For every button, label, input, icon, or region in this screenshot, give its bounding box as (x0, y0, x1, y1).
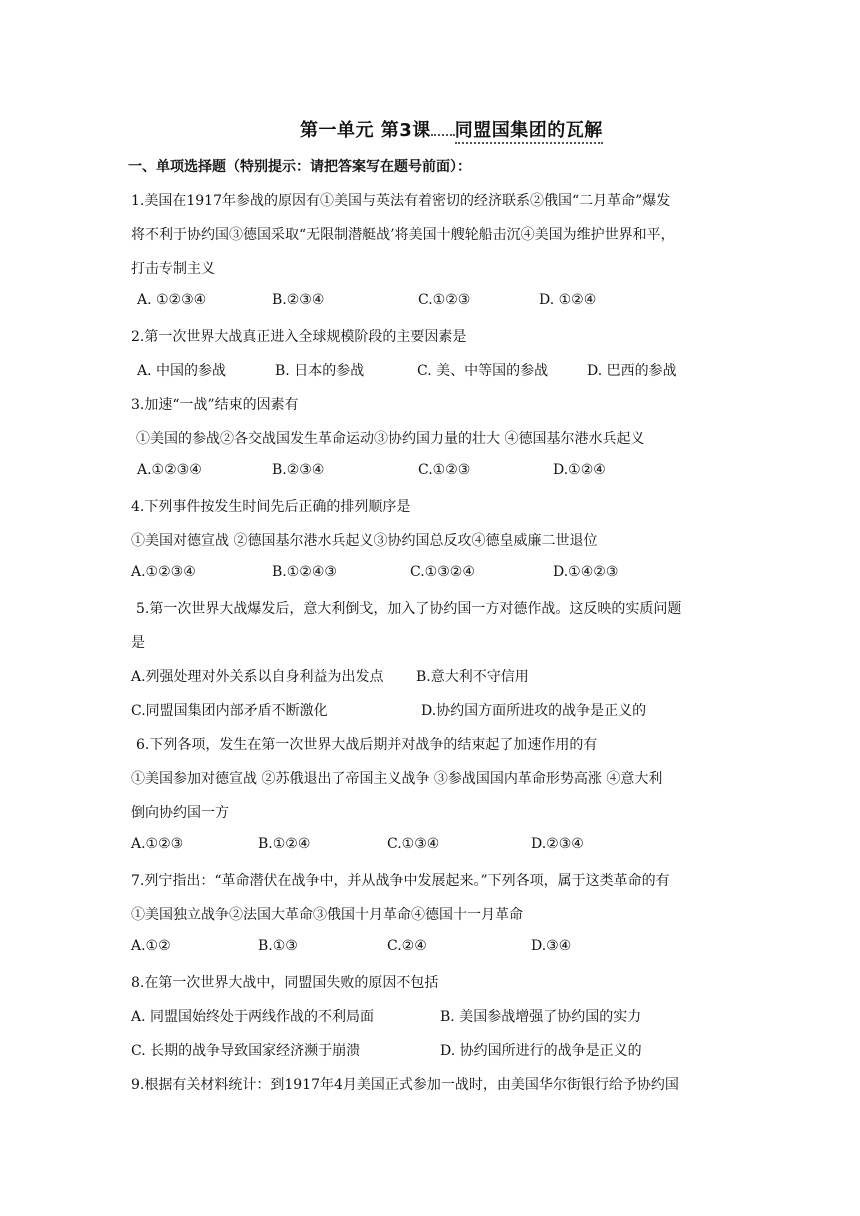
question-7-option-c: C.②④ (387, 938, 427, 954)
question-7-option-b: B.①③ (258, 938, 298, 954)
question-3-stem: 3.加速“一战”结束的因素有 (131, 397, 299, 413)
question-5-option-c: C.同盟国集团内部矛盾不断激化 (131, 703, 328, 719)
question-1-line-2: 将不利于协约国③德国采取“无限制潜艇战’将美国十艘轮船击沉④美国为维护世界和平， (131, 227, 675, 243)
question-8-option-a: A. 同盟国始终处于两线作战的不利局面 (131, 1009, 375, 1025)
question-6-items-line-2: 倒向协约国一方 (131, 805, 229, 821)
section-heading: 一、单项选择题（特别提示：请把答案写在题号前面）： (128, 159, 471, 175)
question-3-items: ①美国的参战②各交战国发生革命运动③协约国力量的壮大 ④德国基尔港水兵起义 (136, 431, 645, 447)
question-1-option-c: C.①②③ (418, 292, 471, 308)
question-3-option-d: D.①②④ (553, 462, 606, 478)
title-unit-lesson: 第一单元 第3课 (300, 120, 431, 141)
question-1-option-a: A. ①②③④ (137, 292, 207, 308)
question-2-option-b: B. 日本的参战 (275, 363, 365, 379)
question-7-option-a: A.①② (131, 938, 171, 954)
question-6-option-d: D.②③④ (531, 836, 584, 852)
question-1-option-b: B.②③④ (272, 292, 325, 308)
question-1-line-1: 1.美国在1917年参战的原因有①美国与英法有着密切的经济联系②俄国“二月革命”爆发 (131, 193, 671, 209)
question-3-option-a: A.①②③④ (137, 462, 202, 478)
question-6-option-a: A.①②③ (131, 836, 184, 852)
question-4-option-b: B.①②④③ (272, 564, 337, 580)
question-3-option-b: B.②③④ (272, 462, 325, 478)
question-8-option-d: D. 协约国所进行的战争是正义的 (440, 1043, 642, 1059)
question-5-line-2: 是 (131, 635, 145, 651)
title-dotted-gap (431, 134, 455, 136)
question-2-stem: 2.第一次世界大战真正进入全球规模阶段的主要因素是 (131, 329, 467, 345)
question-7-stem: 7.列宁指出：“革命潜伏在战争中，并从战争中发展起来。”下列各项，属于这类革命的有 (131, 873, 670, 889)
question-5-line-1: 5.第一次世界大战爆发后，意大利倒戈，加入了协约国一方对德作战。这反映的实质问题 (136, 601, 682, 617)
question-4-option-a: A.①②③④ (131, 564, 196, 580)
question-6-option-b: B.①②④ (258, 836, 311, 852)
question-6-items-line-1: ①美国参加对德宣战 ②苏俄退出了帝国主义战争 ③参战国国内革命形势高涨 ④意大利 (131, 771, 663, 787)
question-1-line-3: 打击专制主义 (131, 261, 215, 277)
question-7-items: ①美国独立战争②法国大革命③俄国十月革命④德国十一月革命 (131, 907, 523, 923)
question-4-option-d: D.①④②③ (553, 564, 619, 580)
question-5-option-d: D.协约国方面所进攻的战争是正义的 (421, 703, 647, 719)
question-8-stem: 8.在第一次世界大战中，同盟国失败的原因不包括 (131, 975, 439, 991)
question-4-option-c: C.①③②④ (410, 564, 475, 580)
question-2-option-a: A. 中国的参战 (137, 363, 227, 379)
question-6-stem: 6.下列各项，发生在第一次世界大战后期并对战争的结束起了加速作用的有 (136, 737, 598, 753)
question-2-option-c: C. 美、中等国的参战 (417, 363, 549, 379)
question-6-option-c: C.①③④ (387, 836, 440, 852)
question-8-option-b: B. 美国参战增强了协约国的实力 (440, 1009, 642, 1025)
question-7-option-d: D.③④ (531, 938, 572, 954)
question-5-option-a: A.列强处理对外关系以自身利益为出发点 (131, 669, 384, 685)
question-4-stem: 4.下列事件按发生时间先后正确的排列顺序是 (131, 499, 411, 515)
question-5-option-b: B.意大利不守信用 (416, 669, 529, 685)
question-8-option-c: C. 长期的战争导致国家经济濒于崩溃 (131, 1043, 361, 1059)
page-title (300, 116, 603, 142)
question-4-items: ①美国对德宣战 ②德国基尔港水兵起义③协约国总反攻④德皇威廉二世退位 (131, 533, 598, 549)
question-9-stem: 9.根据有关材料统计：到1917年4月美国正式参加一战时，由美国华尔街银行给予协约国 (131, 1077, 679, 1093)
question-3-option-c: C.①②③ (418, 462, 471, 478)
question-1-option-d: D. ①②④ (539, 292, 597, 308)
title-lesson-name: 同盟国集团的瓦解 (455, 120, 603, 144)
question-2-option-d: D. 巴西的参战 (587, 363, 677, 379)
